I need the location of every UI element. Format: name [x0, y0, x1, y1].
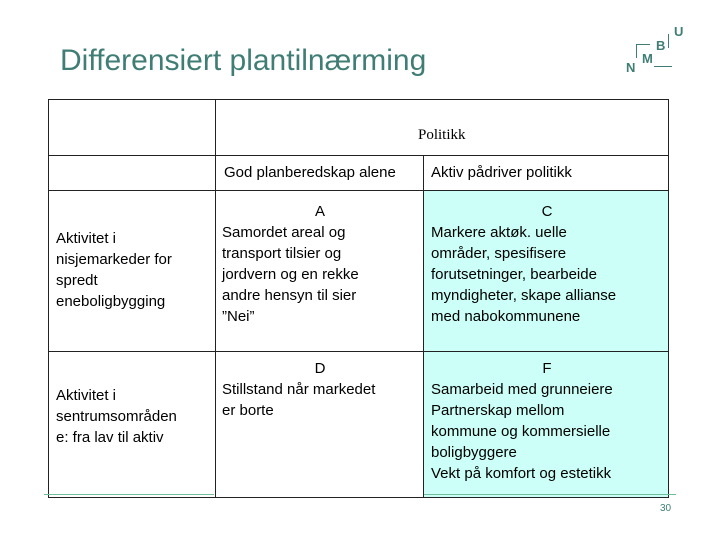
- cell-line: jordvern og en rekke: [222, 266, 359, 283]
- cell-line: andre hensyn til sier: [222, 287, 357, 304]
- logo-letter-u: U: [674, 24, 684, 39]
- cell-line: Stillstand når markedet: [222, 381, 376, 398]
- cell-line: Samarbeid med grunneiere: [431, 381, 613, 398]
- table-divider: [215, 99, 216, 498]
- page-number: 30: [660, 503, 672, 514]
- cell-line: med nabokommunene: [431, 308, 581, 325]
- cell-line: kommune og kommersielle: [431, 423, 611, 440]
- cell-line: Vekt på komfort og estetikk: [431, 465, 612, 482]
- cell-letter: A: [314, 203, 325, 220]
- row-label-line: Aktivitet i: [56, 230, 117, 247]
- cell-a: [222, 201, 418, 327]
- col-header: God planberedskap alene: [224, 164, 396, 181]
- cell-line: myndigheter, skape allianse: [431, 287, 617, 304]
- row-label-line: eneboligbygging: [56, 293, 166, 310]
- logo-line: [636, 44, 637, 58]
- row-label-line: nisjemarkeder for: [56, 251, 172, 268]
- cell-f: [431, 358, 663, 484]
- row-label-line: Aktivitet i: [56, 387, 117, 404]
- cell-line: Markere aktøk. uelle: [431, 224, 567, 241]
- logo-letter-n: N: [626, 60, 636, 75]
- cell-letter: C: [541, 203, 553, 220]
- header-group-label: Politikk: [418, 127, 466, 143]
- table-divider: [423, 155, 424, 498]
- cell-letter: D: [314, 360, 326, 377]
- row-label-line: sentrumsområden: [56, 408, 177, 425]
- table-divider: [48, 351, 669, 352]
- table-divider: [48, 155, 669, 156]
- table-divider: [48, 190, 669, 191]
- cell-line: forutsetninger, bearbeide: [431, 266, 597, 283]
- row-label: [56, 228, 172, 312]
- logo-letter-m: M: [642, 51, 653, 66]
- row-label-line: spredt: [56, 272, 98, 289]
- cell-line: boligbyggere: [431, 444, 517, 461]
- cell-line: transport tilsier og: [222, 245, 342, 262]
- logo-letter-b: B: [656, 38, 666, 53]
- bottom-rule: [424, 494, 676, 495]
- cell-line: er borte: [222, 402, 274, 419]
- cell-letter: F: [542, 360, 552, 377]
- logo-line: [668, 34, 669, 48]
- bottom-rule: [44, 494, 214, 495]
- cell-line: områder, spesifisere: [431, 245, 567, 262]
- row-label: [56, 385, 177, 448]
- row-label-line: e: fra lav til aktiv: [56, 429, 164, 446]
- cell-c: [431, 201, 663, 327]
- cell-line: ”Nei”: [222, 308, 255, 325]
- col-header: Aktiv pådriver politikk: [431, 164, 572, 181]
- cell-line: Samordet areal og: [222, 224, 346, 241]
- logo: [616, 24, 696, 80]
- cell-line: Partnerskap mellom: [431, 402, 565, 419]
- page-title: Differensiert plantilnærming: [60, 44, 427, 77]
- logo-line: [654, 66, 672, 67]
- logo-line: [636, 44, 650, 45]
- cell-d: [222, 358, 418, 421]
